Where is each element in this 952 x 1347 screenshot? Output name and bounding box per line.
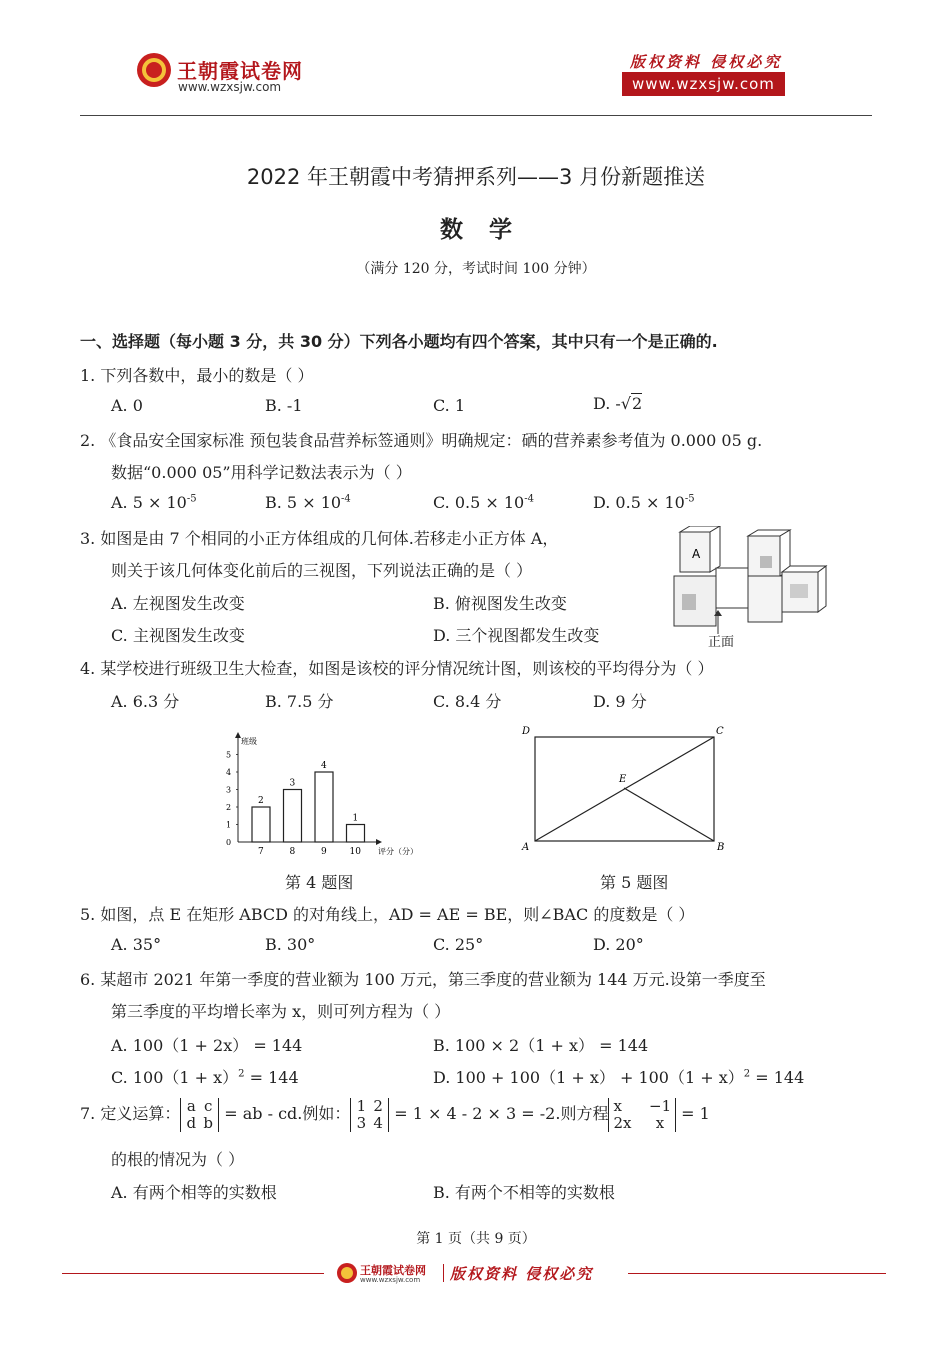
footer-logo-name: 王朝霞试卷网 [360,1264,426,1277]
question-7 [80,1095,710,1133]
q1-option-b[interactable]: B. -1 [265,396,303,415]
q7-end: = 1 [676,1104,710,1123]
q2-c-exp: -4 [524,493,534,505]
bar-data-label: 2 [258,796,264,806]
subject-title: 数学 [440,217,538,243]
y-tick-label: 2 [226,803,232,812]
q7-option-b[interactable]: B. 有两个不相等的实数根 [433,1183,615,1202]
det3-x2: x [655,1113,665,1132]
det1-a: a [186,1096,196,1115]
q7-determinant-3 [608,1098,676,1132]
cube-bottom-4 [748,576,782,622]
q1-option-c[interactable]: C. 1 [433,396,466,415]
q7-prefix: 7. 定义运算： [80,1104,181,1123]
footer-line-right [628,1273,886,1274]
cube-a-side [710,526,720,572]
det1-d: d [186,1113,197,1132]
q4-option-d[interactable]: D. 9 分 [593,692,647,711]
cube-label-a: A [692,547,701,561]
cube-shade-3 [790,584,808,598]
label-e: E [619,774,627,785]
q5-option-b[interactable]: B. 30° [265,935,316,954]
cube-bottom-2 [716,568,748,608]
q2-a-exp: -5 [186,493,197,505]
bar-data-label: 1 [352,813,359,824]
q1-option-d[interactable] [593,394,642,413]
q3-option-c[interactable]: C. 主视图发生改变 [111,626,245,645]
q6-c-pre: C. 100（1 + x） [111,1068,239,1087]
q3-option-d[interactable]: D. 三个视图都发生改变 [433,626,600,645]
q6-option-c[interactable] [111,1065,299,1088]
header-rights: 版权资料 侵权必究 [630,53,783,71]
footer-line-left [62,1273,324,1274]
label-c: C [716,726,724,737]
q6-d-post: = 144 [750,1068,805,1087]
header-logo-name: 王朝霞试卷网 [177,59,303,83]
q4-option-a[interactable]: A. 6.3 分 [111,692,180,711]
question-6-line1: 6. 某超市 2021 年第一季度的营业额为 100 万元，第三季度的营业额为 144 万元.设第一季度至 [80,970,766,989]
logo-emblem-icon [136,52,172,88]
fig5-caption: 第 5 题图 [600,873,669,892]
q6-d-pre: D. 100 + 100（1 + x） + 100（1 + x） [433,1068,744,1087]
x-tick-label: 9 [321,847,327,857]
q4-option-c[interactable]: C. 8.4 分 [433,692,502,711]
header-logo [136,52,172,88]
footer-logo-icon [336,1262,358,1284]
det1-b: b [203,1113,213,1132]
det3-2x: 2x [613,1113,632,1132]
q3-option-b[interactable]: B. 俯视图发生改变 [433,594,567,613]
page-number: 第 1 页（共 9 页） [416,1231,536,1247]
q2-c-base: C. 0.5 × 10 [433,493,525,512]
x-tick-label: 10 [349,847,361,857]
footer-rights: 版权资料 侵权必究 [450,1265,594,1283]
question-2-line2: 数据“0.000 05”用科学记数法表示为（ ） [111,463,412,482]
q5-option-c[interactable]: C. 25° [433,935,484,954]
q2-option-a[interactable] [111,493,197,512]
fig4-bar-chart [220,730,430,858]
q6-d-exp: 2 [743,1068,751,1080]
q2-d-base: D. 0.5 × 10 [593,493,685,512]
question-3-line2: 则关于该几何体变化前后的三视图，下列说法正确的是（ ） [111,561,533,580]
y-tick-label: 3 [226,785,232,795]
bar [315,772,333,842]
q5-option-d[interactable]: D. 20° [593,935,644,954]
x-axis-arrow [376,839,382,845]
bar [347,825,365,843]
q2-option-b[interactable] [265,493,351,512]
y-tick-label: 5 [226,750,232,760]
fig4-caption: 第 4 题图 [285,873,354,892]
q1-option-a[interactable]: A. 0 [111,396,143,415]
det3-x: x [613,1096,622,1115]
question-4: 4. 某学校进行班级卫生大检查，如图是该校的评分情况统计图，则该校的平均得分为（ ） [80,659,714,678]
q2-option-d[interactable] [593,493,695,512]
y-axis-title: 班级 [241,737,257,746]
header-divider [80,115,872,116]
q6-option-d[interactable] [433,1065,804,1088]
det2-2: 2 [373,1096,383,1115]
y-tick-label: 1 [226,820,232,830]
segment-be [624,788,714,841]
det2-3: 3 [356,1113,367,1132]
exam-note: （满分 120 分，考试时间 100 分钟） [356,261,596,277]
footer-separator [443,1264,444,1282]
q2-b-base: B. 5 × 10 [265,493,342,512]
q6-option-b[interactable]: B. 100 × 2（1 + x） = 144 [433,1036,649,1055]
q2-a-base: A. 5 × 10 [111,493,187,512]
q6-c-exp: 2 [238,1068,245,1080]
q7-mid2: = 1 × 4 - 2 × 3 = -2.则方程 [389,1104,609,1123]
section-heading: 一、选择题（每小题 3 分，共 30 分）下列各小题均有四个答案，其中只有一个是正确的. [80,332,718,351]
x-tick-label: 7 [258,847,264,857]
cube-shade-1 [682,594,696,610]
sqrt-icon: √ [620,394,632,413]
q7-option-a[interactable]: A. 有两个相等的实数根 [111,1183,277,1202]
page-title: 2022 年王朝霞中考猜押系列——3 月份新题推送 [246,165,706,189]
det1-c: c [203,1096,213,1115]
q1-option-d-prefix: D. - [593,394,621,413]
bar [252,807,270,842]
q5-option-a[interactable]: A. 35° [111,935,162,954]
x-axis-title: 评分（分） [378,847,418,856]
footer-logo-url[interactable]: www.wzxsjw.com [360,1276,421,1284]
q4-option-b[interactable]: B. 7.5 分 [265,692,334,711]
cube-bottom-5-side [818,566,826,612]
y-tick-label: 0 [226,838,232,847]
q3-front-label: 正面 [708,635,735,650]
label-d: D [522,726,531,737]
q7-determinant-1 [180,1098,219,1132]
q2-d-exp: -5 [684,493,695,505]
q2-b-exp: -4 [341,493,351,505]
question-7-line2: 的根的情况为（ ） [111,1150,245,1169]
det2-4: 4 [373,1113,383,1132]
q1-option-d-radicand: 2 [632,394,643,413]
question-2-line1: 2. 《食品安全国家标准 预包装食品营养标签通则》明确规定：硒的营养素参考值为 0.000 05 g. [80,431,763,450]
question-5: 5. 如图，点 E 在矩形 ABCD 的对角线上，AD = AE = BE，则∠BAC 的度数是（ ） [80,905,695,924]
q3-option-a[interactable]: A. 左视图发生改变 [111,594,245,613]
header-site-url[interactable]: www.wzxsjw.com [622,72,785,96]
question-6-line2: 第三季度的平均增长率为 x，则可列方程为（ ） [111,1002,451,1021]
bar [284,790,302,843]
label-a: A [522,842,530,853]
x-tick-label: 8 [289,847,296,857]
det3-neg1: −1 [649,1096,672,1115]
question-1: 1. 下列各数中，最小的数是（ ） [80,366,314,385]
cube-bottom-5-top [782,566,826,572]
label-b: B [717,842,725,853]
header-logo-url[interactable]: www.wzxsjw.com [178,80,282,94]
det2-1: 1 [356,1096,367,1115]
cube-shade-2 [760,556,772,568]
q3-cube-figure [668,526,830,648]
question-3-line1: 3. 如图是由 7 个相同的小正方体组成的几何体.若移走小正方体 A， [80,529,559,548]
bar-data-label: 3 [289,778,296,789]
q6-c-post: = 144 [244,1068,299,1087]
q6-option-a[interactable]: A. 100（1 + 2x） = 144 [111,1036,303,1055]
q2-option-c[interactable] [433,493,534,512]
bar-data-label: 4 [321,761,327,771]
y-tick-label: 4 [226,768,232,777]
fig5-rectangle-figure [518,722,730,854]
q7-mid1: = ab - cd.例如： [219,1104,351,1123]
q7-determinant-2 [350,1098,389,1132]
